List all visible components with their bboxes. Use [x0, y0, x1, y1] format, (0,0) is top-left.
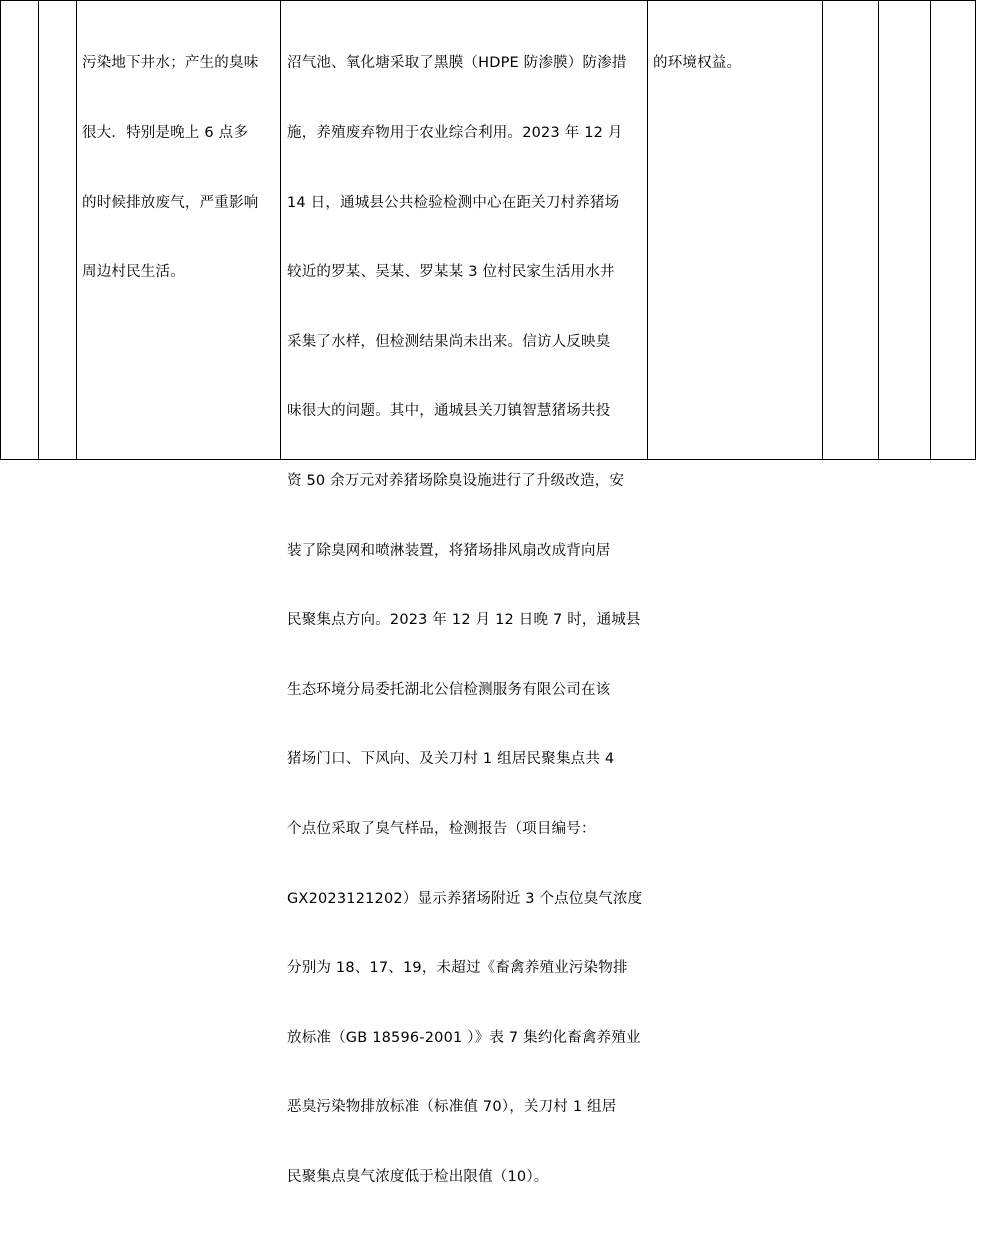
text-line: 民聚集点方向。2023 年 12 月 12 日晚 7 时，通城县: [287, 612, 641, 629]
empty-cell: [823, 1, 878, 459]
column-border: [975, 0, 976, 460]
text-line: 沼气池、氧化塘采取了黑膜（HDPE 防渗膜）防渗措: [287, 55, 627, 72]
column-border: [647, 0, 648, 460]
text-line: 的时候排放废气，严重影响: [82, 194, 259, 211]
text-line: 采集了水样，但检测结果尚未出来。信访人反映臭: [287, 333, 611, 350]
text-line: 恶臭污染物排放标准（标准值 70），关刀村 1 组居: [287, 1099, 617, 1116]
text-line: 施，养殖废弃物用于农业综合利用。2023 年 12 月: [287, 125, 623, 141]
empty-cell: [39, 1, 76, 459]
text-line: 分别为 18、17、19，未超过《畜禽养殖业污染物排: [287, 960, 628, 977]
text-line: 生态环境分局委托湖北公信检测服务有限公司在该: [287, 681, 611, 698]
text-line: 装了除臭网和喷淋装置，将猪场排风扇改成背向居: [287, 542, 611, 559]
text-line: 很大．特别是晚上 6 点多: [82, 125, 249, 141]
empty-cell: [931, 1, 975, 459]
text-line: GX2023121202）显示养猪场附近 3 个点位臭气浓度: [287, 890, 643, 907]
text-line: 14 日，通城县公共检验检测中心在距关刀村养猪场: [287, 194, 620, 211]
text-line: 猪场门口、下风向、及关刀村 1 组居民聚集点共 4: [287, 751, 615, 768]
empty-cell: [1, 1, 38, 459]
text-line: 的环境权益。: [653, 55, 742, 72]
text-line: 周边村民生活。: [82, 264, 185, 281]
empty-cell: [879, 1, 930, 459]
text-line: 资 50 余万元对养猪场除臭设施进行了升级改造，安: [287, 472, 625, 489]
text-line: 民聚集点臭气浓度低于检出限值（10）。: [287, 1168, 549, 1185]
investigation-findings-cell: [287, 6, 643, 1236]
column-border: [76, 0, 77, 460]
text-line: 放标准（GB 18596-2001 ）》表 7 集约化畜禽养殖业: [287, 1029, 641, 1046]
note-cell: [653, 6, 813, 122]
column-border: [280, 0, 281, 460]
complaint-content-cell: [82, 6, 276, 331]
text-line: 较近的罗某、吴某、罗某某 3 位村民家生活用水井: [287, 264, 615, 281]
text-line: 个点位采取了臭气样品，检测报告（项目编号：: [287, 820, 596, 837]
text-line: 味很大的问题。其中，通城县关刀镇智慧猪场共投: [287, 403, 611, 420]
text-line: 污染地下井水；产生的臭味: [82, 55, 259, 72]
